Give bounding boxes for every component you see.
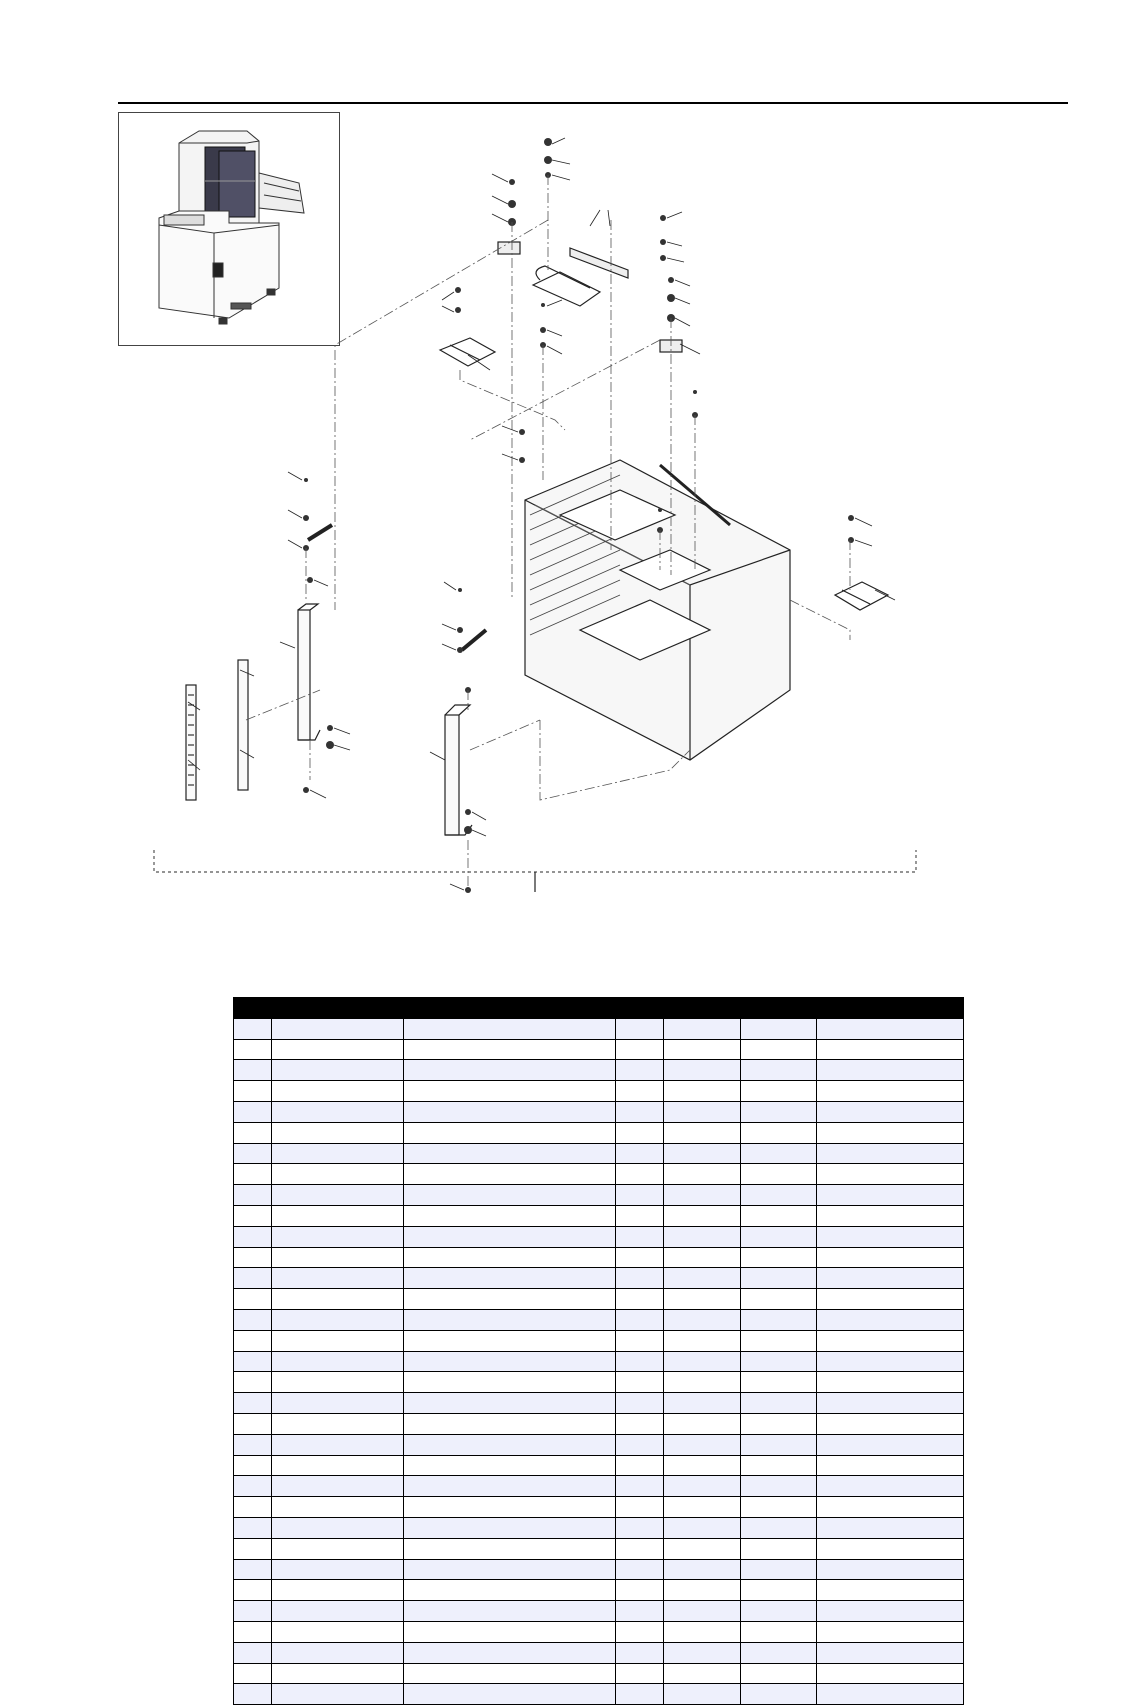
table-cell [272, 1330, 404, 1351]
table-cell [404, 1018, 616, 1039]
table-cell [616, 1101, 664, 1122]
table-row [234, 1559, 964, 1580]
table-cell [404, 1226, 616, 1247]
table-cell [616, 1081, 664, 1102]
table-cell [741, 1476, 817, 1497]
table-cell [404, 1601, 616, 1622]
table-row [234, 1538, 964, 1559]
table-cell [272, 1642, 404, 1663]
table-cell [664, 1164, 741, 1185]
table-row [234, 1663, 964, 1684]
table-cell [664, 1476, 741, 1497]
table-cell [817, 1580, 964, 1601]
table-cell [272, 1413, 404, 1434]
table-cell [616, 1164, 664, 1185]
table-row [234, 1351, 964, 1372]
slotted-strip [186, 685, 196, 800]
header-cell [272, 998, 404, 1019]
table-cell [272, 1517, 404, 1538]
left-spring [308, 525, 332, 540]
table-cell [616, 1205, 664, 1226]
table-header-row [234, 998, 964, 1019]
header-cell [234, 998, 272, 1019]
table-cell [272, 1018, 404, 1039]
table-cell [234, 1018, 272, 1039]
header-rule [118, 102, 1068, 104]
table-cell [664, 1143, 741, 1164]
table-row [234, 1330, 964, 1351]
table-cell [272, 1164, 404, 1185]
table-cell [616, 1226, 664, 1247]
table-row [234, 1393, 964, 1414]
table-row [234, 1434, 964, 1455]
table-cell [664, 1497, 741, 1518]
table-cell [664, 1247, 741, 1268]
table-cell [664, 1060, 741, 1081]
table-cell [741, 1143, 817, 1164]
table-cell [741, 1018, 817, 1039]
table-cell [616, 1663, 664, 1684]
table-row [234, 1081, 964, 1102]
table-cell [741, 1185, 817, 1206]
table-cell [664, 1018, 741, 1039]
table-cell [817, 1289, 964, 1310]
table-cell [741, 1413, 817, 1434]
table-row [234, 1226, 964, 1247]
table-cell [404, 1393, 616, 1414]
table-cell [404, 1497, 616, 1518]
table-cell [817, 1684, 964, 1705]
table-cell [616, 1060, 664, 1081]
table-cell [664, 1621, 741, 1642]
table-cell [234, 1101, 272, 1122]
table-cell [741, 1517, 817, 1538]
flat-strip [238, 660, 248, 790]
table-cell [404, 1289, 616, 1310]
table-cell [404, 1476, 616, 1497]
table-cell [817, 1413, 964, 1434]
table-cell [741, 1455, 817, 1476]
center-spring [462, 630, 486, 650]
table-row [234, 1684, 964, 1705]
table-cell [664, 1601, 741, 1622]
table-row [234, 1039, 964, 1060]
table-cell [234, 1413, 272, 1434]
table-row [234, 1455, 964, 1476]
table-cell [234, 1289, 272, 1310]
table-cell [741, 1268, 817, 1289]
table-cell [234, 1476, 272, 1497]
table-cell [664, 1330, 741, 1351]
table-cell [664, 1413, 741, 1434]
table-cell [741, 1434, 817, 1455]
table-cell [741, 1247, 817, 1268]
left-top-bracket [498, 242, 520, 254]
table-cell [664, 1517, 741, 1538]
table-cell [404, 1642, 616, 1663]
table-cell [616, 1143, 664, 1164]
table-cell [234, 1226, 272, 1247]
table-cell [234, 1309, 272, 1330]
table-cell [741, 1497, 817, 1518]
table-cell [404, 1247, 616, 1268]
table-cell [404, 1621, 616, 1642]
table-cell [234, 1039, 272, 1060]
table-cell [664, 1185, 741, 1206]
table-cell [817, 1455, 964, 1476]
table-cell [404, 1684, 616, 1705]
table-cell [404, 1185, 616, 1206]
table-cell [616, 1289, 664, 1310]
table-cell [404, 1580, 616, 1601]
table-cell [616, 1122, 664, 1143]
table-cell [741, 1538, 817, 1559]
table-cell [817, 1559, 964, 1580]
table-cell [234, 1081, 272, 1102]
table-cell [234, 1642, 272, 1663]
table-cell [664, 1226, 741, 1247]
table-cell [272, 1205, 404, 1226]
table-cell [616, 1455, 664, 1476]
table-cell [616, 1247, 664, 1268]
table-cell [404, 1060, 616, 1081]
table-cell [272, 1185, 404, 1206]
table-cell [234, 1060, 272, 1081]
table-cell [616, 1330, 664, 1351]
table-cell [404, 1309, 616, 1330]
table-cell [616, 1039, 664, 1060]
table-cell [404, 1517, 616, 1538]
table-cell [404, 1039, 616, 1060]
table-cell [272, 1143, 404, 1164]
table-cell [817, 1143, 964, 1164]
table-cell [741, 1642, 817, 1663]
table-cell [404, 1372, 616, 1393]
table-cell [664, 1268, 741, 1289]
table-cell [817, 1164, 964, 1185]
table-cell [664, 1663, 741, 1684]
table-row [234, 1497, 964, 1518]
table-row [234, 1122, 964, 1143]
table-cell [741, 1559, 817, 1580]
table-cell [664, 1684, 741, 1705]
table-cell [741, 1601, 817, 1622]
table-cell [272, 1497, 404, 1518]
table-cell [272, 1122, 404, 1143]
table-cell [741, 1226, 817, 1247]
table-cell [817, 1601, 964, 1622]
table-row [234, 1101, 964, 1122]
table-cell [817, 1372, 964, 1393]
cage-frame [525, 460, 790, 760]
table-cell [741, 1663, 817, 1684]
table-row [234, 1205, 964, 1226]
table-cell [404, 1434, 616, 1455]
table-cell [817, 1205, 964, 1226]
table-cell [817, 1039, 964, 1060]
table-row [234, 1018, 964, 1039]
table-cell [616, 1309, 664, 1330]
table-cell [272, 1476, 404, 1497]
table-cell [272, 1559, 404, 1580]
table-cell [817, 1185, 964, 1206]
table-cell [741, 1372, 817, 1393]
table-cell [741, 1164, 817, 1185]
table-cell [741, 1393, 817, 1414]
table-cell [234, 1372, 272, 1393]
table-row [234, 1621, 964, 1642]
top-handle [533, 266, 600, 306]
table-cell [616, 1018, 664, 1039]
table-cell [817, 1122, 964, 1143]
table-row [234, 1268, 964, 1289]
table-cell [817, 1018, 964, 1039]
table-cell [234, 1351, 272, 1372]
table-cell [272, 1226, 404, 1247]
table-cell [817, 1309, 964, 1330]
table-row [234, 1517, 964, 1538]
table-cell [404, 1538, 616, 1559]
table-cell [404, 1351, 616, 1372]
table-row [234, 1247, 964, 1268]
table-cell [234, 1663, 272, 1684]
table-cell [616, 1621, 664, 1642]
table-cell [616, 1497, 664, 1518]
table-cell [616, 1351, 664, 1372]
table-cell [234, 1205, 272, 1226]
table-cell [272, 1621, 404, 1642]
table-row [234, 1060, 964, 1081]
table-cell [404, 1164, 616, 1185]
table-cell [664, 1309, 741, 1330]
table-cell [234, 1497, 272, 1518]
table-cell [616, 1268, 664, 1289]
table-cell [741, 1289, 817, 1310]
table-cell [817, 1351, 964, 1372]
table-cell [817, 1538, 964, 1559]
table-cell [234, 1247, 272, 1268]
table-cell [404, 1122, 616, 1143]
table-cell [817, 1517, 964, 1538]
table-cell [741, 1580, 817, 1601]
left-rail-bracket [298, 604, 320, 740]
table-cell [272, 1393, 404, 1414]
table-cell [616, 1434, 664, 1455]
table-cell [404, 1455, 616, 1476]
table-cell [616, 1393, 664, 1414]
right-handle [835, 582, 888, 610]
table-cell [272, 1372, 404, 1393]
table-cell [817, 1434, 964, 1455]
table-cell [616, 1642, 664, 1663]
table-cell [272, 1289, 404, 1310]
table-cell [664, 1538, 741, 1559]
table-cell [234, 1580, 272, 1601]
table-cell [741, 1309, 817, 1330]
table-cell [741, 1101, 817, 1122]
table-cell [272, 1247, 404, 1268]
table-cell [234, 1330, 272, 1351]
table-cell [234, 1538, 272, 1559]
table-cell [817, 1060, 964, 1081]
table-cell [404, 1330, 616, 1351]
header-cell [817, 998, 964, 1019]
table-cell [817, 1268, 964, 1289]
table-cell [664, 1351, 741, 1372]
header-cell [741, 998, 817, 1019]
table-cell [817, 1621, 964, 1642]
table-cell [234, 1185, 272, 1206]
table-cell [817, 1330, 964, 1351]
table-cell [272, 1601, 404, 1622]
table-cell [234, 1621, 272, 1642]
table-row [234, 1164, 964, 1185]
table-cell [404, 1143, 616, 1164]
table-cell [616, 1372, 664, 1393]
table-cell [741, 1039, 817, 1060]
table-cell [234, 1559, 272, 1580]
table-cell [404, 1663, 616, 1684]
table-cell [616, 1476, 664, 1497]
table-row [234, 1309, 964, 1330]
table-cell [664, 1289, 741, 1310]
table-cell [741, 1060, 817, 1081]
table-cell [664, 1434, 741, 1455]
table-cell [404, 1101, 616, 1122]
handle-mount-plate [570, 248, 628, 278]
table-cell [272, 1580, 404, 1601]
table-cell [234, 1164, 272, 1185]
table-cell [404, 1081, 616, 1102]
table-cell [817, 1247, 964, 1268]
table-cell [616, 1580, 664, 1601]
table-cell [616, 1538, 664, 1559]
table-cell [741, 1205, 817, 1226]
table-cell [272, 1039, 404, 1060]
table-cell [741, 1122, 817, 1143]
table-cell [817, 1226, 964, 1247]
parts-list-table [233, 997, 964, 1705]
table-cell [817, 1081, 964, 1102]
table-row [234, 1642, 964, 1663]
table-cell [272, 1060, 404, 1081]
table-cell [664, 1101, 741, 1122]
table-row [234, 1476, 964, 1497]
table-cell [234, 1434, 272, 1455]
table-cell [272, 1663, 404, 1684]
table-cell [234, 1455, 272, 1476]
table-cell [234, 1122, 272, 1143]
table-cell [234, 1143, 272, 1164]
table-cell [817, 1497, 964, 1518]
table-row [234, 1413, 964, 1434]
table-cell [272, 1268, 404, 1289]
table-cell [664, 1039, 741, 1060]
table-cell [272, 1309, 404, 1330]
table-cell [234, 1601, 272, 1622]
table-cell [664, 1081, 741, 1102]
table-cell [664, 1372, 741, 1393]
left-handle [440, 338, 495, 366]
table-cell [664, 1122, 741, 1143]
table-cell [272, 1081, 404, 1102]
table-cell [616, 1601, 664, 1622]
exploded-parts-diagram [150, 130, 990, 950]
table-cell [272, 1455, 404, 1476]
table-cell [817, 1642, 964, 1663]
table-row [234, 1580, 964, 1601]
table-cell [664, 1559, 741, 1580]
table-cell [664, 1205, 741, 1226]
table-cell [272, 1351, 404, 1372]
table-cell [741, 1081, 817, 1102]
header-cell [616, 998, 664, 1019]
table-cell [664, 1455, 741, 1476]
table-cell [817, 1393, 964, 1414]
table-cell [616, 1517, 664, 1538]
table-cell [817, 1476, 964, 1497]
table-cell [616, 1185, 664, 1206]
table-cell [741, 1330, 817, 1351]
table-row [234, 1372, 964, 1393]
table-cell [234, 1393, 272, 1414]
header-cell [404, 998, 616, 1019]
table-cell [741, 1621, 817, 1642]
table-cell [664, 1580, 741, 1601]
table-cell [741, 1684, 817, 1705]
table-cell [272, 1684, 404, 1705]
table-cell [404, 1268, 616, 1289]
table-cell [817, 1101, 964, 1122]
table-cell [234, 1268, 272, 1289]
table-cell [741, 1351, 817, 1372]
table-cell [616, 1559, 664, 1580]
table-row [234, 1143, 964, 1164]
assembly-bracket [154, 850, 916, 872]
table-cell [616, 1413, 664, 1434]
table-cell [272, 1434, 404, 1455]
table-cell [616, 1684, 664, 1705]
table-cell [234, 1517, 272, 1538]
table-cell [664, 1642, 741, 1663]
table-cell [817, 1663, 964, 1684]
table-cell [664, 1393, 741, 1414]
table-cell [404, 1413, 616, 1434]
table-row [234, 1601, 964, 1622]
table-row [234, 1185, 964, 1206]
table-row [234, 1289, 964, 1310]
header-cell [664, 998, 741, 1019]
center-rail-bracket [445, 705, 472, 835]
table-cell [272, 1101, 404, 1122]
table-cell [272, 1538, 404, 1559]
table-cell [404, 1205, 616, 1226]
table-cell [404, 1559, 616, 1580]
table-cell [234, 1684, 272, 1705]
